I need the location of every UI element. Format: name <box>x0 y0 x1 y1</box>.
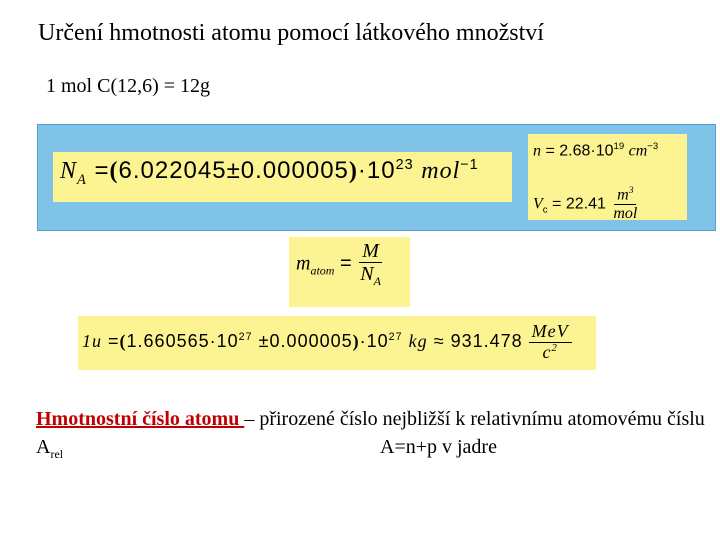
definition-term: Hmotnostní číslo atomu <box>36 408 245 430</box>
amu-energy-value: ≈ 931.478 <box>433 331 523 352</box>
open-paren: ( <box>109 158 119 184</box>
fraction-denominator <box>539 343 560 363</box>
molar-volume-equation <box>533 186 640 223</box>
loschmidt-symbol: n <box>533 142 541 160</box>
molar-volume-unit-fraction <box>610 186 640 223</box>
amu-multiplier: ·10 <box>359 331 389 352</box>
plus-minus: ± <box>226 157 241 184</box>
fraction-numerator: M <box>359 240 382 263</box>
avogadro-equation <box>60 157 479 189</box>
molar-volume-sub: c <box>542 204 548 216</box>
den-symbol: N <box>360 263 374 285</box>
loschmidt-exponent: 19 <box>613 141 625 152</box>
amu-energy-fraction <box>529 322 572 363</box>
unit-m-exponent: 3 <box>628 185 634 196</box>
fraction-numerator: MeV <box>529 322 572 343</box>
amu-equation <box>82 322 572 363</box>
multiply-dot: · <box>357 157 367 184</box>
atom-mass-sub: atom <box>310 263 335 278</box>
loschmidt-unit: cm <box>628 142 648 160</box>
avogadro-symbol-sub: A <box>77 171 87 188</box>
avogadro-value: 6.022045 <box>118 157 227 184</box>
atom-mass-equation <box>296 240 384 288</box>
avogadro-symbol: N <box>60 158 78 184</box>
mol-definition: 1 mol C(12,6) = 12g <box>46 75 211 97</box>
open-paren: ( <box>119 331 127 352</box>
atom-mass-fraction <box>357 240 384 288</box>
equals-sign: = <box>94 157 110 184</box>
fraction-denominator <box>357 263 384 288</box>
mass-number-formula: A=n+p v jadre <box>380 436 497 458</box>
avogadro-base: 10 <box>366 157 396 184</box>
equals-sign: = <box>108 331 120 352</box>
atom-mass-symbol: m <box>296 252 311 275</box>
definition-text: – přirozené číslo nejbližší k relativnímu atomovému číslu A <box>36 408 705 458</box>
den-sub: A <box>373 274 381 288</box>
avogadro-unit-exponent: −1 <box>460 157 479 173</box>
loschmidt-value: = 2.68·10 <box>545 142 614 160</box>
amu-symbol: 1u <box>82 331 102 352</box>
loschmidt-equation <box>533 141 658 160</box>
amu-exponent-2: 27 <box>388 331 403 344</box>
loschmidt-unit-exponent: −3 <box>647 141 659 152</box>
equals-sign: = <box>340 252 352 275</box>
amu-uncertainty: 0.000005 <box>269 331 353 352</box>
fraction-denominator: mol <box>613 204 638 222</box>
page-title: Určení hmotnosti atomu pomocí látkového množství <box>38 20 544 46</box>
amu-value: 1.660565·10 <box>126 331 239 352</box>
definition-sub: rel <box>50 447 64 461</box>
plus-minus: ± <box>258 331 270 352</box>
avogadro-unit: mol <box>421 158 461 184</box>
amu-unit: kg <box>408 331 428 352</box>
close-paren: ) <box>352 331 360 352</box>
den-c-exponent: 2 <box>551 341 558 354</box>
fraction-numerator <box>614 186 636 205</box>
amu-exponent: 27 <box>238 331 253 344</box>
molar-volume-symbol: V <box>533 195 543 213</box>
close-paren: ) <box>348 158 358 184</box>
mass-number-definition <box>36 405 706 468</box>
avogadro-uncertainty: 0.000005 <box>240 157 349 184</box>
molar-volume-value: = 22.41 <box>552 195 606 213</box>
avogadro-exponent: 23 <box>395 157 414 173</box>
unit-m: m <box>617 186 629 204</box>
den-c: c <box>542 341 552 362</box>
